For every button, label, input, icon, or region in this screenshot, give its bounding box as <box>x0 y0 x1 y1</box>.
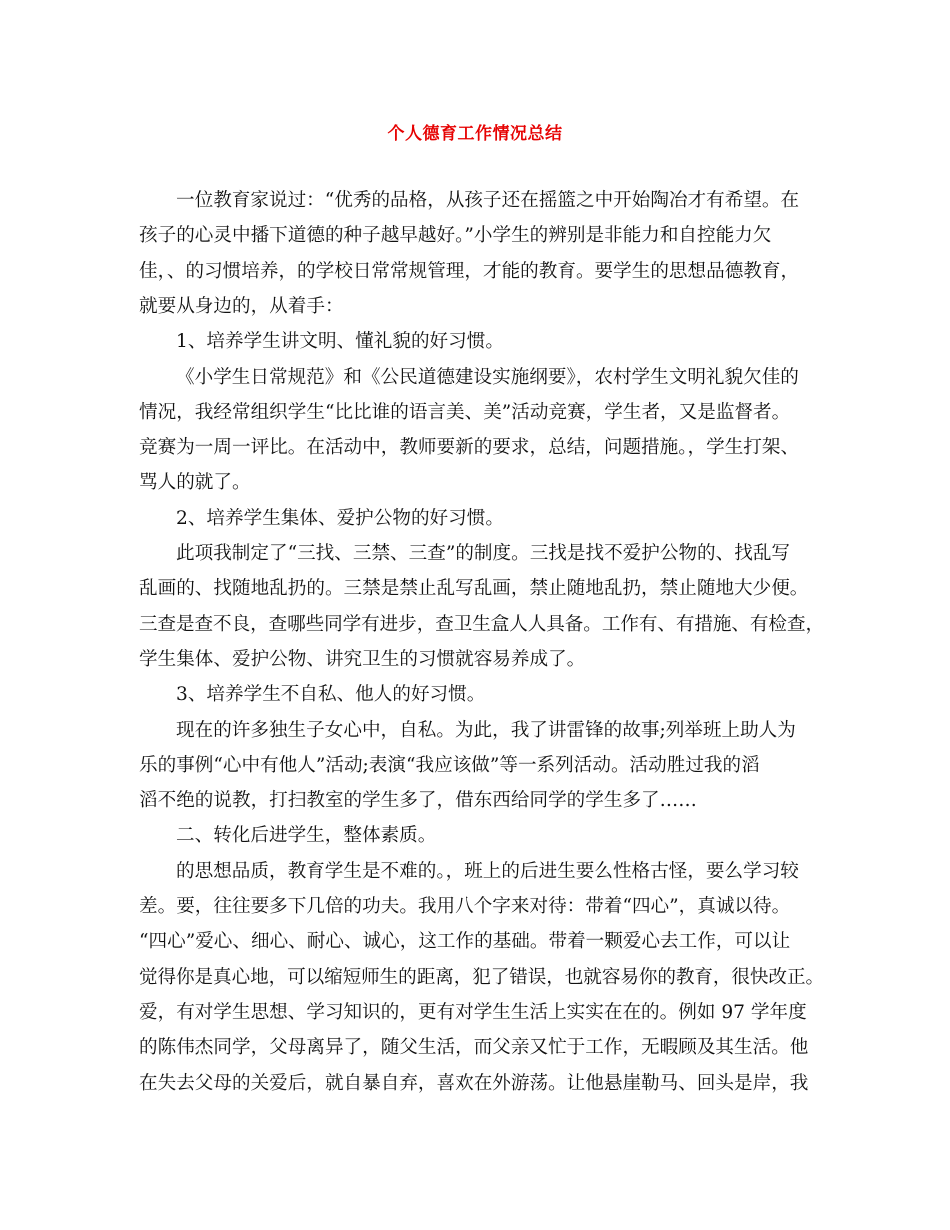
paragraph-line: 二、转化后进学生，整体素质。 <box>176 825 437 847</box>
paragraph-line: 就要从身边的，从着手： <box>139 295 344 317</box>
paragraph-line: 三查是查不良，查哪些同学有进步，查卫生盒人人具备。工作有、有措施、有检查， <box>139 613 824 635</box>
paragraph-line: 竞赛为一周一评比。在活动中，教师要新的要求，总结，问题措施。，学生打架、 <box>139 437 800 459</box>
paragraph-line: 差。要，往往要多下几倍的功夫。我用八个字来对待：带着“四心”，真诚以待。 <box>139 896 791 917</box>
paragraph-line: 的陈伟杰同学，父母离异了，随父生活，而父亲又忙于工作，无暇顾及其生活。他 <box>139 1037 809 1059</box>
paragraph-line: 爱，有对学生思想、学习知识的，更有对学生生活上实实在在的。例如 97 学年度 <box>139 1001 807 1023</box>
paragraph-line: 骂人的就了。 <box>139 472 251 494</box>
paragraph-line: 孩子的心灵中播下道德的种子越早越好。”小学生的辨别是非能力和自控能力欠 <box>139 225 772 247</box>
paragraph-line: 《小学生日常规范》和《公民道德建设实施纲要》，农村学生文明礼貌欠佳的 <box>176 366 799 388</box>
paragraph-line: 2、培养学生集体、爱护公物的好习惯。 <box>176 507 504 529</box>
document-title: 个人德育工作情况总结 <box>387 124 563 144</box>
paragraph-line: 觉得你是真心地，可以缩短师生的距离，犯了错误，也就容易你的教育，很快改正。 <box>139 966 824 988</box>
paragraph-line: 此项我制定了“三找、三禁、三查”的制度。三找是找不爱护公物的、找乱写 <box>176 543 791 564</box>
paragraph-line: 3、培养学生不自私、他人的好习惯。 <box>176 684 486 706</box>
paragraph-line: 的思想品质，教育学生是不难的。，班上的后进生要么性格古怪，要么学习较 <box>176 860 799 882</box>
paragraph-line: 1、培养学生讲文明、懂礼貌的好习惯。 <box>176 331 504 353</box>
paragraph-line: 乐的事例“心中有他人”活动;表演“我应该做”等一系列活动。活动胜过我的滔 <box>139 754 760 776</box>
paragraph-line: 学生集体、爱护公物、讲究卫生的习惯就容易养成了。 <box>139 648 586 670</box>
paragraph-line: 滔不绝的说教，打扫教室的学生多了，借东西给同学的学生多了…… <box>139 790 697 812</box>
paragraph-line: 现在的许多独生子女心中，自私。为此，我了讲雷锋的故事;列举班上助人为 <box>176 719 796 741</box>
paragraph-line: 乱画的、找随地乱扔的。三禁是禁止乱写乱画，禁止随地乱扔，禁止随地大少便。 <box>139 578 809 600</box>
paragraph-line: 情况，我经常组织学生“比比谁的语言美、美”活动竞赛，学生者，又是监督者。 <box>139 401 791 423</box>
paragraph-line: 一位教育家说过：“优秀的品格，从孩子还在摇篮之中开始陶冶才有希望。在 <box>176 190 800 211</box>
paragraph-line: 佳，、的习惯培养，的学校日常常规管理，才能的教育。要学生的思想品德教育， <box>139 260 800 282</box>
paragraph-line: 在失去父母的关爱后，就自暴自弃，喜欢在外游荡。让他悬崖勒马、回头是岸，我 <box>139 1072 809 1094</box>
paragraph-line: “四心”爱心、细心、耐心、诚心，这工作的基础。带着一颗爱心去工作，可以让 <box>139 931 791 953</box>
